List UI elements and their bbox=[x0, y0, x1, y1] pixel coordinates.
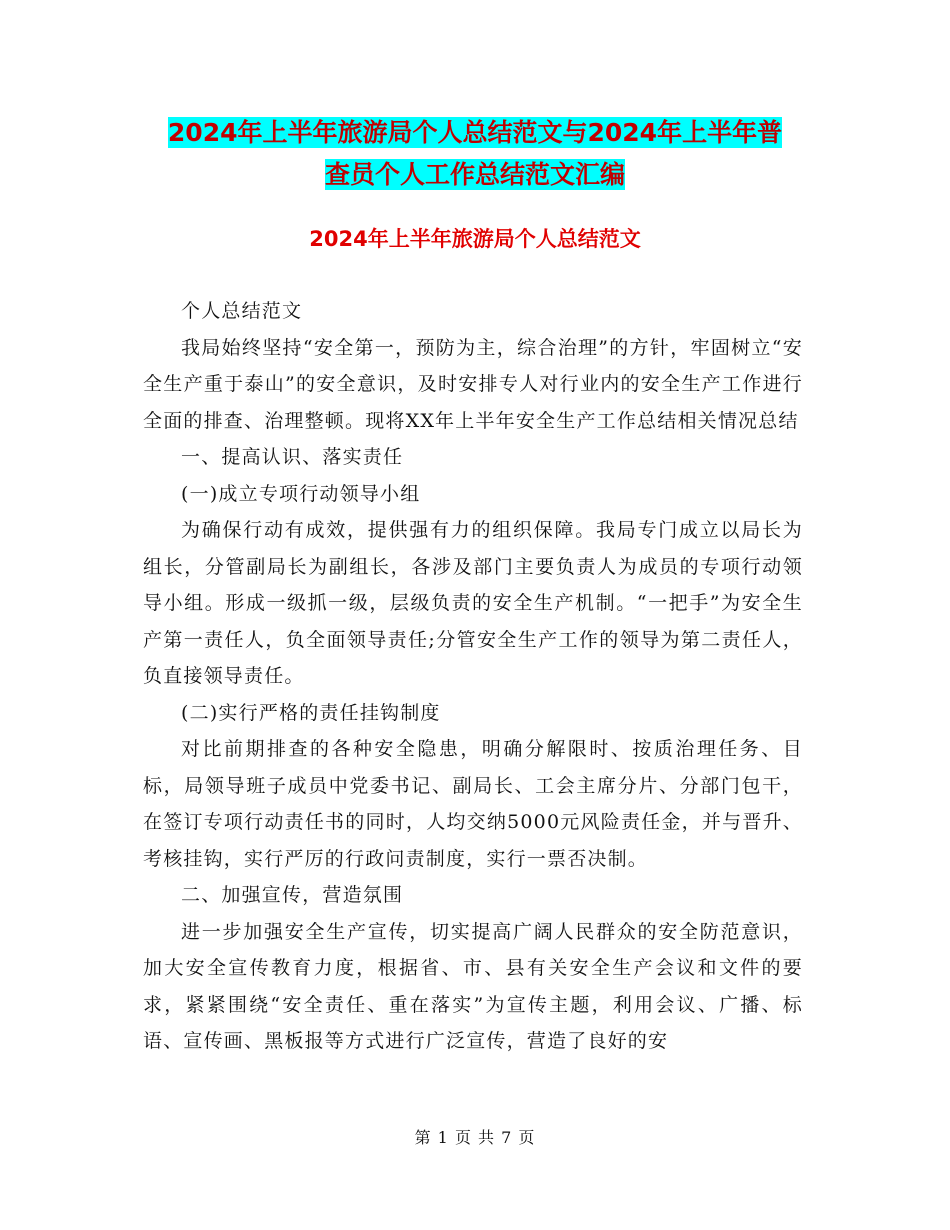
section-title: 2024年上半年旅游局个人总结范文 bbox=[309, 227, 641, 251]
paragraph: 个人总结范文 bbox=[181, 300, 303, 322]
paragraph: 二、加强宣传，营造氛围 bbox=[181, 884, 404, 906]
paragraph: (一)成立专项行动领导小组 bbox=[181, 482, 421, 505]
document-title bbox=[100, 112, 850, 196]
page-footer: 第 1 页 共 7 页 bbox=[414, 1128, 536, 1147]
paragraph: 进一步加强安全生产宣传，切实提高广阔人民群众的安全防范意识，加大安全宣传教育力度，根据省、市、县有关安全生产会议和文件的要求，紧紧围绕“安全责任、重在落实”为宣传主题，利用会议、广播、标语、宣传画、黑板报等方式进行广泛宣传，营造了良好的安 bbox=[143, 920, 803, 1052]
paragraph: (二)实行严格的责任挂钩制度 bbox=[181, 701, 441, 724]
document-title-line1: 2024年上半年旅游局个人总结范文与2024年上半年普 bbox=[167, 118, 783, 147]
document-body bbox=[143, 293, 803, 1060]
paragraph: 一、提高认识、落实责任 bbox=[181, 446, 404, 468]
paragraph: 我局始终坚持“安全第一，预防为主，综合治理”的方针，牢固树立“安全生产重于泰山”的安全意识，及时安排专人对行业内的安全生产工作进行全面的排查、治理整顿。现将XX年上半年安全生产工作总结相关情况总结 bbox=[143, 336, 803, 432]
paragraph: 对比前期排查的各种安全隐患，明确分解限时、按质治理任务、目标，局领导班子成员中党委书记、副局长、工会主席分片、分部门包干，在签订专项行动责任书的同时，人均交纳5000元风险责任金，并与晋升、考核挂钩，实行严厉的行政问责制度，实行一票否决制。 bbox=[143, 738, 803, 870]
paragraph: 为确保行动有成效，提供强有力的组织保障。我局专门成立以局长为组长，分管副局长为副组长，各涉及部门主要负责人为成员的专项行动领导小组。形成一级抓一级，层级负责的安全生产机制。“一把手”为安全生产第一责任人，负全面领导责任;分管安全生产工作的领导为第二责任人，负直接领导责任。 bbox=[143, 519, 803, 687]
document-title-line2: 查员个人工作总结范文汇编 bbox=[324, 160, 625, 189]
